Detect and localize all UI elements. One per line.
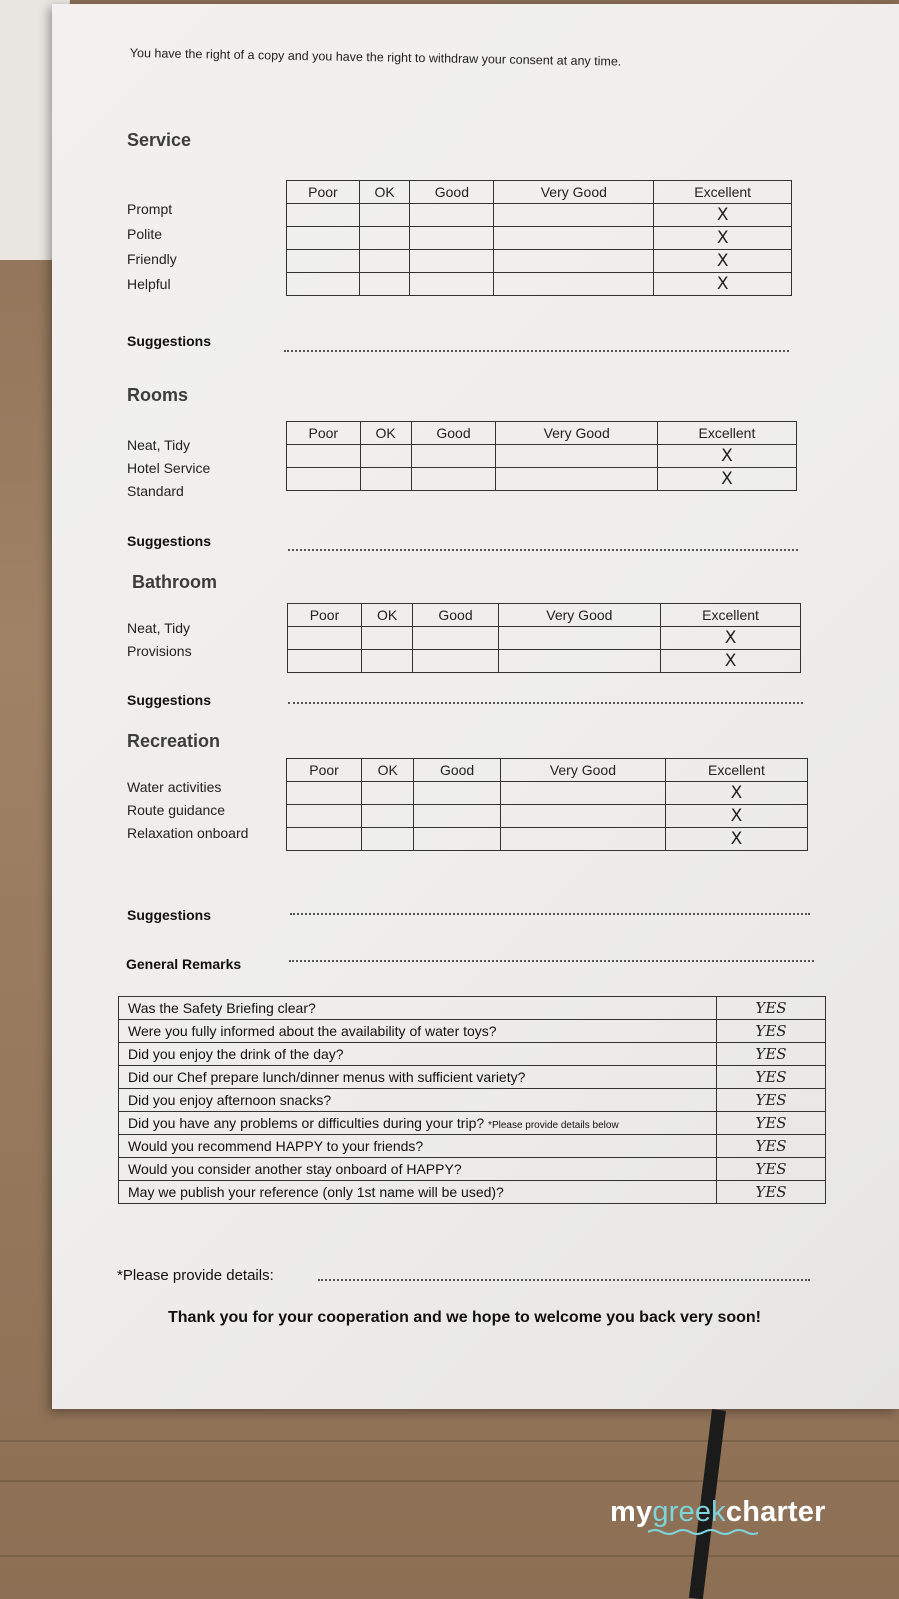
rating-cell[interactable] <box>500 828 665 851</box>
row-label: Neat, Tidy <box>127 620 191 636</box>
col-poor: Poor <box>288 604 362 627</box>
col-excellent: Excellent <box>665 759 807 782</box>
rating-cell[interactable] <box>287 445 361 468</box>
row-label: Polite <box>127 226 163 242</box>
suggestions-label: Suggestions <box>127 333 212 349</box>
rating-cell-excellent[interactable] <box>654 250 792 273</box>
rating-cell-excellent[interactable] <box>665 805 807 828</box>
rating-cell[interactable] <box>362 828 414 851</box>
col-very-good: Very Good <box>494 181 654 204</box>
col-poor: Poor <box>287 422 361 445</box>
rating-cell[interactable] <box>288 650 362 673</box>
col-good: Good <box>414 759 501 782</box>
rating-cell-excellent[interactable] <box>654 204 792 227</box>
col-good: Good <box>410 181 494 204</box>
answer-cell[interactable]: YES <box>717 1066 826 1089</box>
rating-cell[interactable] <box>413 627 498 650</box>
rating-cell-excellent[interactable] <box>654 273 792 296</box>
col-ok: OK <box>359 181 410 204</box>
rating-cell-excellent[interactable] <box>665 828 807 851</box>
rating-cell[interactable] <box>500 782 665 805</box>
service-rating-table <box>286 180 792 296</box>
x-mark: X <box>730 829 743 849</box>
rating-cell[interactable] <box>498 650 660 673</box>
rating-cell[interactable] <box>411 468 496 491</box>
question-text: Would you recommend HAPPY to your friends? <box>119 1135 717 1158</box>
recreation-row-labels <box>127 776 248 845</box>
answer-cell[interactable]: YES <box>717 997 826 1020</box>
rating-cell[interactable] <box>500 805 665 828</box>
consent-note: You have the right of a copy and you have the right to withdraw your consent at any time. <box>129 46 622 69</box>
section-title-bathroom: Bathroom <box>132 572 217 592</box>
col-excellent: Excellent <box>661 604 801 627</box>
rating-cell[interactable] <box>287 805 362 828</box>
rating-cell[interactable] <box>414 828 501 851</box>
x-mark: X <box>716 251 729 271</box>
recreation-rating-table <box>286 758 808 851</box>
section-title-rooms: Rooms <box>127 385 189 405</box>
rating-cell[interactable] <box>359 227 410 250</box>
rating-cell-excellent[interactable] <box>661 650 801 673</box>
questions-table <box>118 996 826 1204</box>
row-label: Helpful <box>127 276 171 292</box>
row-label: Provisions <box>127 643 192 659</box>
rating-cell[interactable] <box>498 627 660 650</box>
general-remarks-line[interactable] <box>289 960 814 962</box>
x-mark: X <box>716 274 729 294</box>
rating-cell[interactable] <box>287 782 362 805</box>
col-poor: Poor <box>287 759 362 782</box>
suggestions-label: Suggestions <box>127 533 212 549</box>
logo-part: greek <box>652 1496 726 1528</box>
answer-cell[interactable]: YES <box>717 1089 826 1112</box>
rating-cell[interactable] <box>287 204 360 227</box>
answer-cell[interactable]: YES <box>717 1043 826 1066</box>
rating-cell-excellent[interactable] <box>665 782 807 805</box>
question-note: *Please provide details below <box>488 1120 619 1131</box>
rating-cell[interactable] <box>360 445 411 468</box>
row-label: Neat, Tidy <box>127 437 191 453</box>
answer-cell[interactable]: YES <box>717 1135 826 1158</box>
rating-cell[interactable] <box>496 468 658 491</box>
answer-cell[interactable]: YES <box>717 1181 826 1204</box>
rating-cell[interactable] <box>414 805 501 828</box>
watermark-logo <box>610 1496 826 1529</box>
rating-cell-excellent[interactable] <box>661 627 801 650</box>
rating-cell[interactable] <box>414 782 501 805</box>
row-label: Relaxation onboard <box>127 825 249 841</box>
logo-part: charter <box>725 1496 826 1528</box>
rating-cell[interactable] <box>287 828 362 851</box>
rating-cell[interactable] <box>494 250 654 273</box>
x-mark: X <box>721 469 733 489</box>
suggestions-recreation-line[interactable] <box>290 913 810 915</box>
rating-cell[interactable] <box>359 250 410 273</box>
question-text: Did our Chef prepare lunch/dinner menus with sufficient variety? <box>119 1066 717 1089</box>
wood-grain <box>0 1480 899 1482</box>
x-mark: X <box>724 628 737 648</box>
row-label: Water activities <box>127 779 222 795</box>
rating-cell[interactable] <box>410 273 494 296</box>
x-mark: X <box>721 446 733 466</box>
question-row-problems <box>119 1112 717 1135</box>
rating-cell[interactable] <box>287 468 361 491</box>
section-title-recreation: Recreation <box>127 731 221 751</box>
question-text: Did you have any problems or difficulties during your trip? <box>128 1115 485 1131</box>
rating-cell-excellent[interactable] <box>654 227 792 250</box>
service-row-labels <box>127 197 177 297</box>
row-label: Prompt <box>127 201 173 217</box>
rating-cell[interactable] <box>410 204 494 227</box>
rooms-row-labels <box>127 434 210 503</box>
col-good: Good <box>413 604 498 627</box>
rating-cell[interactable] <box>362 805 414 828</box>
col-very-good: Very Good <box>500 759 665 782</box>
logo-wave-icon <box>648 1528 758 1536</box>
row-label: Hotel Service <box>127 460 211 476</box>
rating-cell[interactable] <box>496 445 658 468</box>
question-text: Did you enjoy afternoon snacks? <box>119 1089 717 1112</box>
rating-cell[interactable] <box>494 204 654 227</box>
bathroom-row-labels <box>127 617 192 663</box>
rating-cell[interactable] <box>411 445 496 468</box>
rating-cell[interactable] <box>360 468 411 491</box>
rating-cell[interactable] <box>362 782 414 805</box>
rating-cell-excellent[interactable] <box>657 445 796 468</box>
wood-grain <box>0 1555 899 1557</box>
x-mark: X <box>716 205 729 225</box>
col-good: Good <box>411 422 496 445</box>
answer-cell[interactable]: YES <box>717 1020 826 1043</box>
col-excellent: Excellent <box>654 181 792 204</box>
wood-grain <box>0 1440 899 1442</box>
rooms-rating-table <box>286 421 797 491</box>
suggestions-bathroom-line[interactable] <box>288 702 803 704</box>
rating-cell[interactable] <box>410 227 494 250</box>
rating-cell-excellent[interactable] <box>657 468 796 491</box>
rating-cell[interactable] <box>359 273 410 296</box>
x-mark: X <box>730 806 743 826</box>
question-text: May we publish your reference (only 1st name will be used)? <box>119 1181 717 1204</box>
question-text: Was the Safety Briefing clear? <box>119 997 717 1020</box>
rating-cell[interactable] <box>410 250 494 273</box>
row-label: Friendly <box>127 251 177 267</box>
rating-cell[interactable] <box>359 204 410 227</box>
details-label: *Please provide details: <box>117 1267 274 1284</box>
x-mark: X <box>716 228 729 248</box>
rating-cell[interactable] <box>287 227 360 250</box>
answer-cell[interactable]: YES <box>717 1112 826 1135</box>
col-very-good: Very Good <box>498 604 660 627</box>
rating-cell[interactable] <box>287 273 360 296</box>
answer-cell[interactable]: YES <box>717 1158 826 1181</box>
question-text: Were you fully informed about the availability of water toys? <box>119 1020 717 1043</box>
x-mark: X <box>730 783 743 803</box>
suggestions-rooms-line[interactable] <box>288 549 798 551</box>
x-mark: X <box>724 651 737 671</box>
bathroom-rating-table <box>287 603 801 673</box>
col-ok: OK <box>360 422 411 445</box>
suggestions-label: Suggestions <box>127 692 212 708</box>
general-remarks-label: General Remarks <box>126 956 242 972</box>
logo-part: my <box>610 1496 653 1528</box>
row-label: Standard <box>127 483 184 499</box>
rating-cell[interactable] <box>361 650 412 673</box>
rating-cell[interactable] <box>288 627 362 650</box>
rating-cell[interactable] <box>413 650 498 673</box>
col-very-good: Very Good <box>496 422 658 445</box>
col-poor: Poor <box>287 181 360 204</box>
rating-cell[interactable] <box>361 627 412 650</box>
rating-cell[interactable] <box>494 273 654 296</box>
question-text: Would you consider another stay onboard of HAPPY? <box>119 1158 717 1181</box>
rating-cell[interactable] <box>287 250 360 273</box>
col-excellent: Excellent <box>657 422 796 445</box>
suggestions-service-line[interactable] <box>284 350 789 352</box>
question-text: Did you enjoy the drink of the day? <box>119 1043 717 1066</box>
thank-you-message: Thank you for your cooperation and we hope to welcome you back very soon! <box>168 1309 761 1326</box>
details-line[interactable] <box>318 1279 810 1281</box>
col-ok: OK <box>361 604 412 627</box>
rating-cell[interactable] <box>494 227 654 250</box>
col-ok: OK <box>362 759 414 782</box>
row-label: Route guidance <box>127 802 226 818</box>
suggestions-label: Suggestions <box>127 907 212 923</box>
section-title-service: Service <box>127 130 192 150</box>
